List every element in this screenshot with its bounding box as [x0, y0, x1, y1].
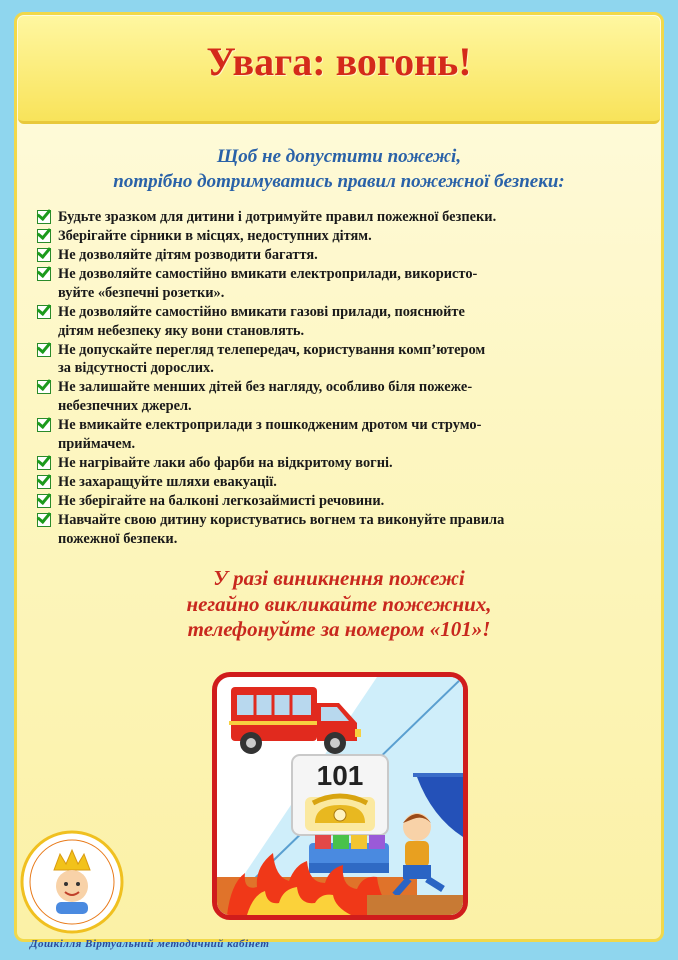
- checkbox-checked-icon: [37, 418, 51, 432]
- warning-line-3: телефонуйте за номером «101»!: [187, 617, 491, 641]
- rule-item: [36, 227, 648, 246]
- emergency-number: 101: [316, 760, 364, 791]
- rule-text-line: Навчайте свою дитину користуватись вогнем та виконуйте правила: [58, 512, 505, 528]
- emergency-call-text: [0, 566, 678, 643]
- warning-line-1: У разі виникнення пожежі: [213, 566, 465, 590]
- rule-text-line: вуйте «безпечні розетки».: [58, 284, 225, 301]
- floor: [367, 895, 463, 915]
- rule-item: [36, 341, 648, 378]
- rule-text-line: Зберігайте сірники в місцях, недоступних дітям.: [58, 228, 372, 245]
- poster-subtitle: [0, 144, 678, 194]
- rule-text-line: Не залишайте менших дітей без нагляду, особливо біля пожеже-: [58, 379, 473, 396]
- safety-rules-list: [36, 208, 648, 549]
- rule-text-line: Не дозволяйте дітям розводити багаття.: [58, 247, 318, 264]
- checkbox-checked-icon: [37, 380, 51, 394]
- checkbox-checked-icon: [37, 229, 51, 243]
- rule-text-line: пожежної безпеки.: [58, 530, 178, 547]
- rule-item: [36, 378, 648, 415]
- checkbox-checked-icon: [37, 248, 51, 262]
- checkbox-checked-icon: [37, 305, 51, 319]
- footer-credit: Дошкілля Віртуальний методичний кабінет: [30, 938, 270, 950]
- rule-item: [36, 492, 648, 511]
- rule-text-line: дітям небезпеку яку вони становлять.: [58, 322, 305, 339]
- poster-title: Увага: вогонь!: [206, 39, 472, 84]
- rule-text-line: Не зберігайте на балконі легкозаймисті речовини.: [58, 492, 385, 509]
- rule-text-line: Не допускайте перегляд телепередач, користування комп’ютером: [58, 341, 486, 358]
- rule-text-line: Не вмикайте електроприлади з пошкодженим дротом чи струмо-: [58, 417, 482, 434]
- checkbox-checked-icon: [37, 475, 51, 489]
- checkbox-checked-icon: [37, 513, 51, 527]
- rule-text-line: Будьте зразком для дитини і дотримуйте правил пожежної безпеки.: [58, 209, 497, 225]
- rule-item: [36, 454, 648, 473]
- fire-emergency-illustration: [212, 672, 468, 920]
- rule-item: [36, 208, 648, 227]
- subtitle-line-1: Щоб не допустити пожежі,: [216, 146, 462, 167]
- checkbox-checked-icon: [37, 267, 51, 281]
- rule-item: [36, 246, 648, 265]
- checkbox-checked-icon: [37, 494, 51, 508]
- rule-item: [36, 265, 648, 302]
- kindergarten-logo-icon: [20, 830, 124, 934]
- rule-text-line: Не нагрівайте лаки або фарби на відкритому вогні.: [58, 454, 393, 471]
- warning-line-2: негайно викликайте пожежних,: [186, 591, 492, 616]
- checkbox-checked-icon: [37, 343, 51, 357]
- rule-item: [36, 416, 648, 453]
- rule-text-line: небезпечних джерел.: [58, 397, 192, 414]
- sofa-icon: [309, 835, 389, 873]
- rule-text-line: Не захаращуйте шляхи евакуації.: [58, 473, 277, 490]
- rule-text-line: за відсутності дорослих.: [58, 360, 214, 377]
- rule-text-line: Не дозволяйте самостійно вмикати газові прилади, пояснюйте: [58, 303, 465, 320]
- rule-item: [36, 303, 648, 340]
- fire-truck-icon: [229, 687, 361, 754]
- rule-text-line: Не дозволяйте самостійно вмикати електроприлади, використо-: [58, 266, 478, 283]
- illustration-svg: [217, 677, 463, 915]
- rule-item: [36, 511, 648, 548]
- checkbox-checked-icon: [37, 210, 51, 224]
- rule-text-line: приймачем.: [58, 435, 136, 452]
- checkbox-checked-icon: [37, 456, 51, 470]
- rule-item: [36, 473, 648, 492]
- subtitle-line-2: потрібно дотримуватись правил пожежної безпеки:: [113, 171, 565, 192]
